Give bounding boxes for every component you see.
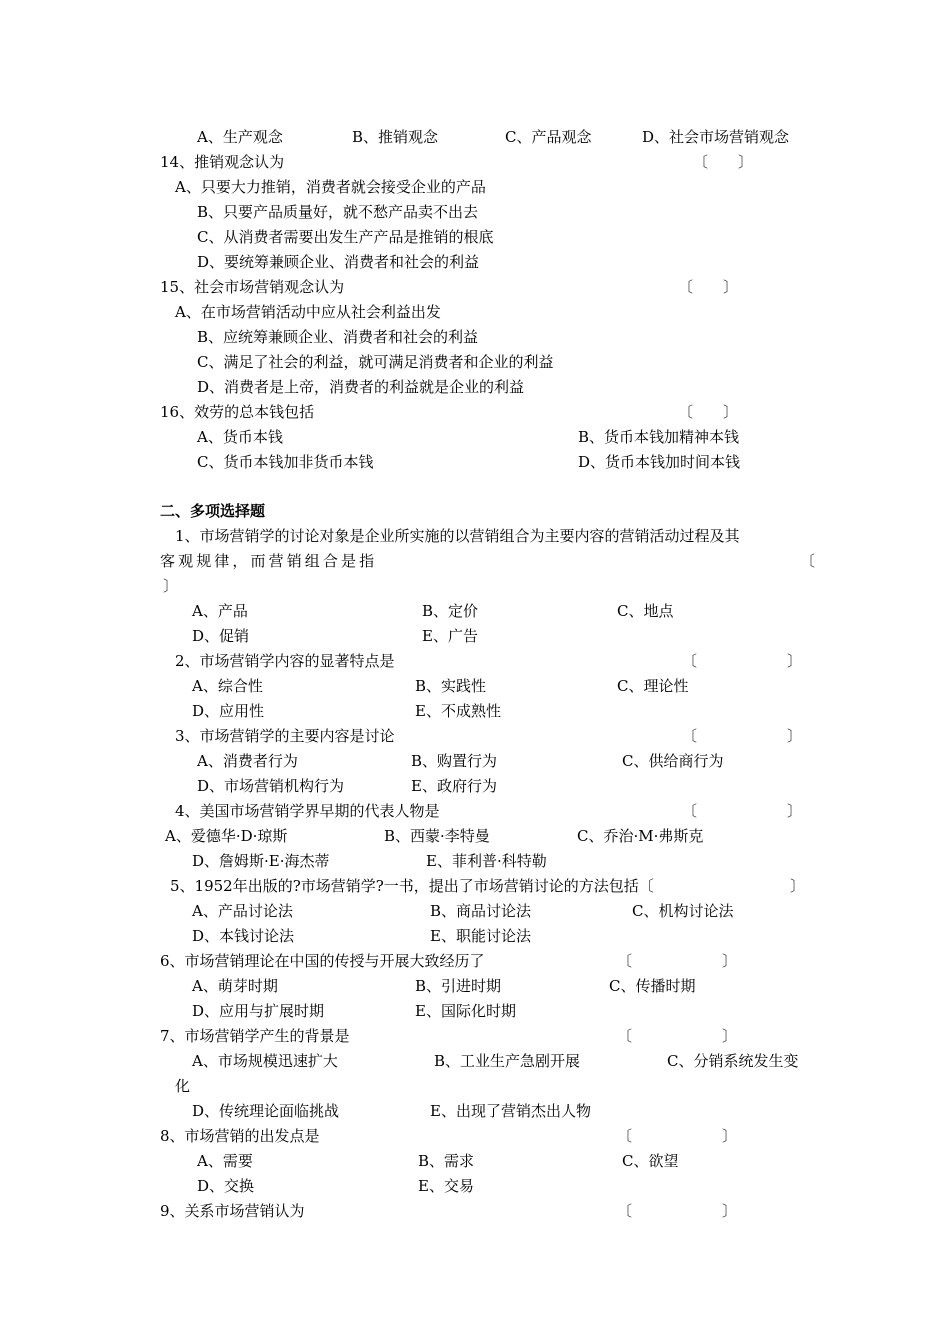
m7-answer-bracket: 〔 〕 [617,1027,738,1045]
q16-option-c: C、货币本钱加非货币本钱 [197,453,374,471]
m9-answer-bracket: 〔 〕 [617,1202,738,1220]
m6-option-d: D、应用与扩展时期 [192,1002,325,1020]
m6-answer-bracket: 〔 〕 [617,952,738,970]
m5-stem: 5、1952年出版的?市场营销学?一书，提出了市场营销讨论的方法包括〔 [170,877,654,895]
m4-option-e: E、菲利普·科特勒 [426,852,547,870]
m4-option-a: A、爱德华·D·琼斯 [165,827,288,845]
m8-option-d: D、交换 [197,1177,255,1195]
m4-stem: 4、美国市场营销学界早期的代表人物是 [175,802,440,820]
m1-option-a: A、产品 [192,602,248,620]
q15-option-d: D、消费者是上帝，消费者的利益就是企业的利益 [197,378,525,396]
q14-answer-bracket: 〔 〕 [693,153,754,171]
m1-stem-line2: 客观规律，而营销组合是指 [160,552,378,570]
m8-option-c: C、欲望 [622,1152,679,1170]
q14-option-b: B、只要产品质量好，就不愁产品卖不出去 [197,203,479,221]
m7-stem: 7、市场营销学产生的背景是 [160,1027,350,1045]
m8-option-a: A、需要 [197,1152,253,1170]
q15-option-c: C、满足了社会的利益，就可满足消费者和企业的利益 [197,353,554,371]
m7-option-c-continued: 化 [175,1077,191,1095]
q15-option-a: A、在市场营销活动中应从社会利益出发 [175,303,441,321]
m3-answer-bracket: 〔 〕 [682,727,803,745]
m6-option-b: B、引进时期 [415,977,502,995]
q13-option-b: B、推销观念 [352,128,439,146]
q16-answer-bracket: 〔 〕 [678,403,739,421]
m2-option-a: A、综合性 [192,677,263,695]
m1-option-e: E、广告 [422,627,478,645]
m3-option-e: E、政府行为 [411,777,497,795]
m5-option-c: C、机构讨论法 [632,902,734,920]
section-heading: 二、多项选择题 [160,502,266,520]
m1-bracket-open: 〔 [800,552,816,570]
m2-answer-bracket: 〔 〕 [682,652,803,670]
q16-stem: 16、效劳的总本钱包括 [160,403,315,421]
m3-option-c: C、供给商行为 [622,752,724,770]
m2-stem: 2、市场营销学内容的显著特点是 [175,652,395,670]
m3-stem: 3、市场营销学的主要内容是讨论 [175,727,395,745]
m8-option-b: B、需求 [418,1152,475,1170]
m7-option-d: D、传统理论面临挑战 [192,1102,340,1120]
m4-answer-bracket: 〔 〕 [682,802,803,820]
m5-option-d: D、本钱讨论法 [192,927,295,945]
m5-option-a: A、产品讨论法 [192,902,293,920]
m1-bracket-close: 〕 [163,577,179,595]
m1-option-c: C、地点 [617,602,674,620]
q16-option-a: A、货币本钱 [197,428,283,446]
m5-option-e: E、职能讨论法 [430,927,531,945]
m4-option-b: B、西蒙·李特曼 [384,827,490,845]
q13-option-a: A、生产观念 [197,128,283,146]
q16-option-d: D、货币本钱加时间本钱 [578,453,741,471]
m6-option-c: C、传播时期 [609,977,696,995]
m7-option-e: E、出现了营销杰出人物 [430,1102,591,1120]
q15-answer-bracket: 〔 〕 [678,278,739,296]
m6-option-e: E、国际化时期 [415,1002,516,1020]
m5-bracket-close: 〕 [790,877,806,895]
m4-option-c: C、乔治·M·弗斯克 [577,827,704,845]
m1-option-b: B、定价 [422,602,479,620]
m1-stem-line1: 1、市场营销学的讨论对象是企业所实施的以营销组合为主要内容的营销活动过程及其 [175,527,740,545]
q14-option-a: A、只要大力推销，消费者就会接受企业的产品 [175,178,486,196]
m2-option-b: B、实践性 [415,677,487,695]
m5-option-b: B、商品讨论法 [430,902,532,920]
m3-option-d: D、市场营销机构行为 [197,777,345,795]
m3-option-b: B、购置行为 [411,752,498,770]
m9-stem: 9、关系市场营销认为 [160,1202,305,1220]
q15-stem: 15、社会市场营销观念认为 [160,278,345,296]
m6-stem: 6、市场营销理论在中国的传授与开展大致经历了 [160,952,485,970]
m4-option-d: D、詹姆斯·E·海杰蒂 [192,852,330,870]
q16-option-b: B、货币本钱加精神本钱 [578,428,740,446]
q14-stem: 14、推销观念认为 [160,153,285,171]
m8-stem: 8、市场营销的出发点是 [160,1127,320,1145]
m8-option-e: E、交易 [418,1177,474,1195]
m6-option-a: A、萌芽时期 [192,977,278,995]
m7-option-b: B、工业生产急剧开展 [434,1052,581,1070]
q13-option-c: C、产品观念 [505,128,592,146]
m8-answer-bracket: 〔 〕 [617,1127,738,1145]
q14-option-d: D、要统筹兼顾企业、消费者和社会的利益 [197,253,480,271]
m2-option-e: E、不成熟性 [415,702,501,720]
m7-option-c: C、分销系统发生变 [667,1052,799,1070]
m1-option-d: D、促销 [192,627,250,645]
m7-option-a: A、市场规模迅速扩大 [192,1052,338,1070]
q13-option-d: D、社会市场营销观念 [642,128,790,146]
m3-option-a: A、消费者行为 [197,752,298,770]
m2-option-c: C、理论性 [617,677,689,695]
m2-option-d: D、应用性 [192,702,265,720]
q15-option-b: B、应统筹兼顾企业、消费者和社会的利益 [197,328,479,346]
q14-option-c: C、从消费者需要出发生产产品是推销的根底 [197,228,494,246]
